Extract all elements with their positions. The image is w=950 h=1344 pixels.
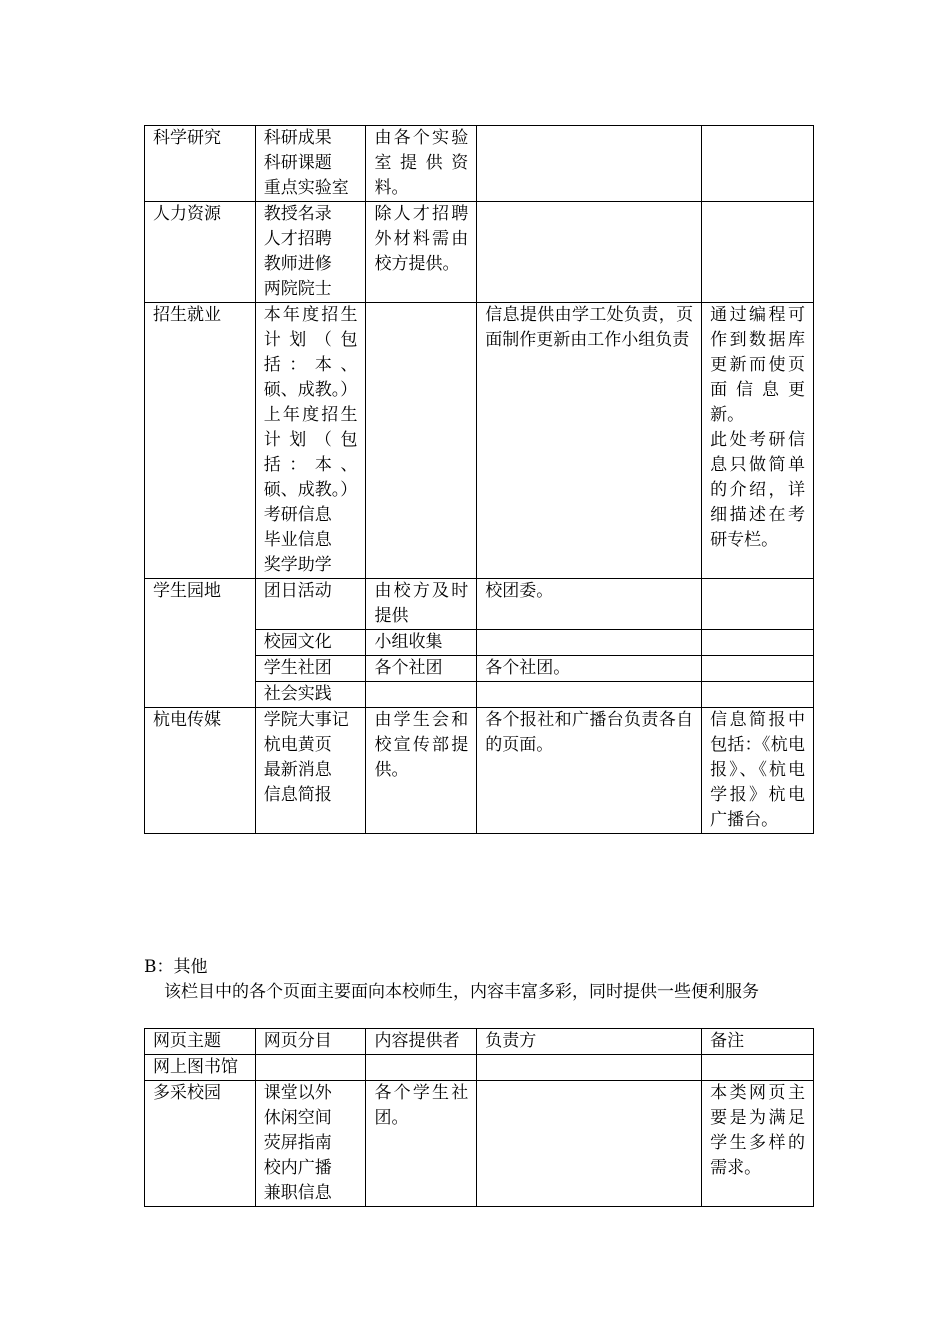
header-note: 备注 (702, 1029, 814, 1055)
provider-cell (366, 1055, 477, 1081)
topic-cell: 招生就业 (145, 303, 256, 579)
topic-cell: 多采校园 (145, 1081, 256, 1207)
note-cell: 通过编程可作到数据库更新而使页面信息更新。 此处考研信息只做简单的介绍，详细描述在考研专栏。 (702, 303, 814, 579)
site-structure-table-b (144, 1028, 814, 1207)
table-row (145, 1081, 814, 1207)
table-row (145, 202, 814, 303)
note-cell (702, 630, 814, 656)
subitems-cell: 科研成果 科研课题 重点实验室 (255, 126, 366, 202)
owner-cell: 各个报社和广播台负责各自的页面。 (477, 708, 702, 834)
provider-cell: 由各个实验室提供资料。 (366, 126, 477, 202)
owner-cell (477, 1081, 702, 1207)
note-cell (702, 1055, 814, 1081)
provider-cell: 各个社团 (366, 656, 477, 682)
subitems-cell: 学院大事记 杭电黄页 最新消息 信息简报 (255, 708, 366, 834)
subitems-cell: 课堂以外 休闲空间 荧屏指南 校内广播 兼职信息 (255, 1081, 366, 1207)
subitems-cell: 团日活动 (255, 579, 366, 630)
subitems-cell: 教授名录 人才招聘 教师进修 两院院士 (255, 202, 366, 303)
subitems-cell: 本年度招生计划（包括：本、硕、成教。） 上年度招生计划（包括：本、硕、成教。） 考研信息 毕业信息 奖学助学 (255, 303, 366, 579)
note-cell: 本类网页主要是为满足学生多样的需求。 (702, 1081, 814, 1207)
owner-cell: 校团委。 (477, 579, 702, 630)
topic-cell: 网上图书馆 (145, 1055, 256, 1081)
section-b-description: 该栏目中的各个页面主要面向本校师生，内容丰富多彩，同时提供一些便利服务 (164, 982, 759, 1002)
header-subitems: 网页分目 (255, 1029, 366, 1055)
note-cell (702, 202, 814, 303)
header-topic: 网页主题 (145, 1029, 256, 1055)
owner-cell (477, 202, 702, 303)
provider-cell: 除人才招聘外材料需由校方提供。 (366, 202, 477, 303)
table-row (145, 579, 814, 630)
section-b-title: B：其他 (144, 957, 208, 977)
topic-cell: 杭电传媒 (145, 708, 256, 834)
note-cell (702, 656, 814, 682)
owner-cell: 信息提供由学工处负责，页面制作更新由工作小组负责 (477, 303, 702, 579)
table-row (145, 708, 814, 834)
subitems-cell: 学生社团 (255, 656, 366, 682)
table-row (145, 126, 814, 202)
table-row (145, 303, 814, 579)
provider-cell: 小组收集 (366, 630, 477, 656)
owner-cell (477, 682, 702, 708)
subitems-cell: 校园文化 (255, 630, 366, 656)
subitems-cell (255, 1055, 366, 1081)
header-owner: 负责方 (477, 1029, 702, 1055)
owner-cell: 各个社团。 (477, 656, 702, 682)
provider-cell (366, 682, 477, 708)
provider-cell: 由校方及时提供 (366, 579, 477, 630)
note-cell (702, 579, 814, 630)
provider-cell: 各个学生社团。 (366, 1081, 477, 1207)
subitems-cell: 社会实践 (255, 682, 366, 708)
owner-cell (477, 126, 702, 202)
topic-cell: 人力资源 (145, 202, 256, 303)
note-cell (702, 126, 814, 202)
provider-cell: 由学生会和校宣传部提供。 (366, 708, 477, 834)
topic-cell: 科学研究 (145, 126, 256, 202)
owner-cell (477, 630, 702, 656)
table-header-row (145, 1029, 814, 1055)
table-row (145, 1055, 814, 1081)
topic-cell: 学生园地 (145, 579, 256, 708)
provider-cell (366, 303, 477, 579)
owner-cell (477, 1055, 702, 1081)
note-cell: 信息简报中包括：《杭电报》、《杭电学报》杭电广播台。 (702, 708, 814, 834)
note-cell (702, 682, 814, 708)
site-structure-table-a (144, 125, 814, 834)
header-provider: 内容提供者 (366, 1029, 477, 1055)
